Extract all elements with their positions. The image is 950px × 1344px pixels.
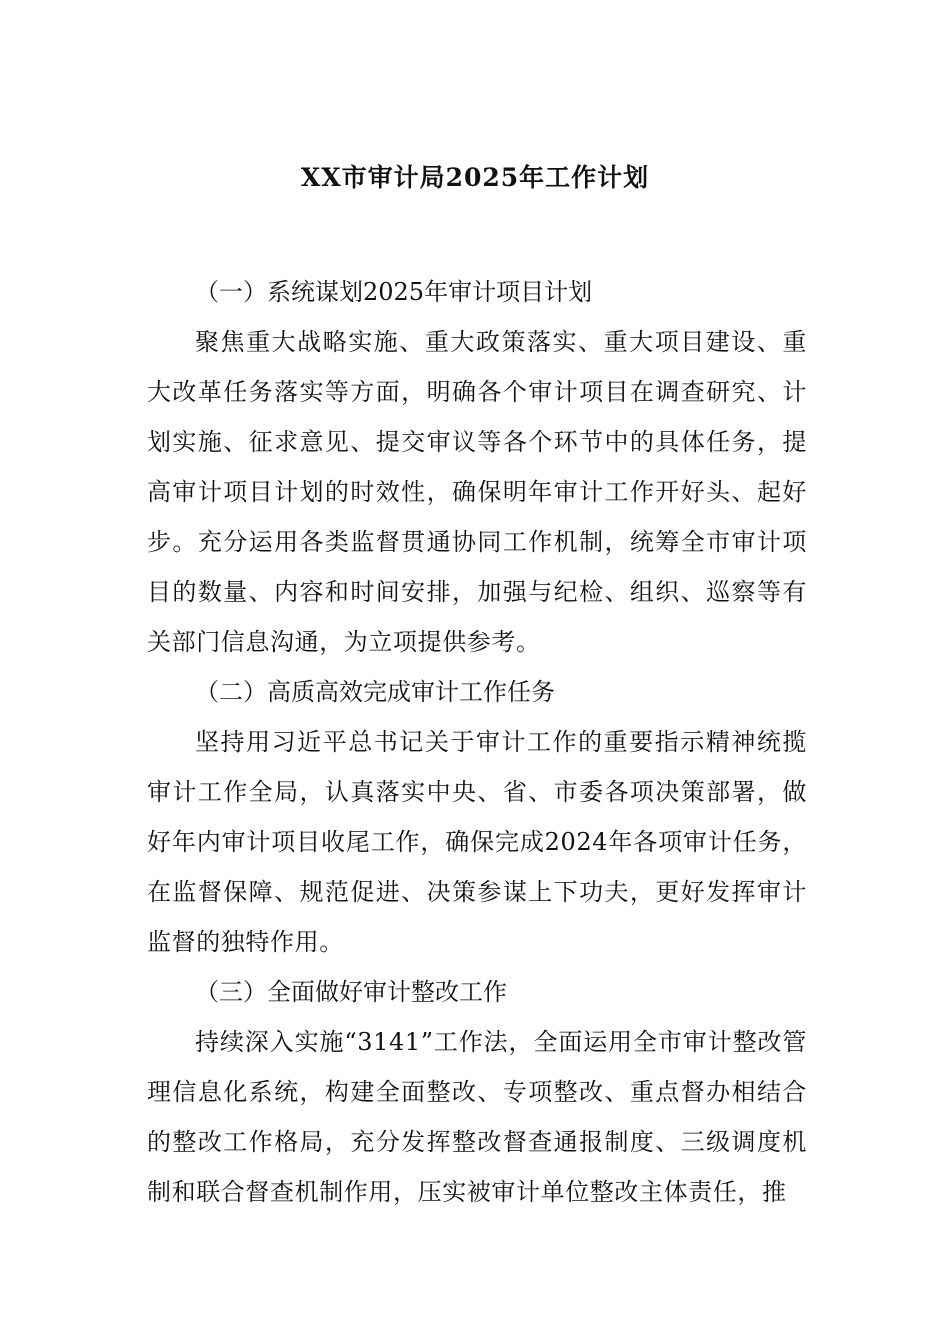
document-title: XX市审计局2025年工作计划: [300, 163, 650, 192]
section-heading-3: （三）全面做好审计整改工作: [195, 978, 507, 1006]
section-heading-2: （二）高质高效完成审计工作任务: [195, 678, 555, 706]
document-body: [147, 267, 807, 1217]
section-heading-1: （一）系统谋划2025年审计项目计划: [195, 278, 593, 306]
section-paragraph-1: 聚焦重大战略实施、重大政策落实、重大项目建设、重大改革任务落实等方面，明确各个审计项目在调查研究、计划实施、征求意见、提交审议等各个环节中的具体任务，提高审计项目计划的时效性，确保明年审计工作开好头、起好步。充分运用各类监督贯通协同工作机制，统筹全市审计项目的数量、内容和时间安排，加强与纪检、组织、巡察等有关部门信息沟通，为立项提供参考。: [147, 328, 807, 656]
section-paragraph-3: 持续深入实施“3141”工作法，全面运用全市审计整改管理信息化系统，构建全面整改、专项整改、重点督办相结合的整改工作格局，充分发挥整改督查通报制度、三级调度机制和联合督查机制作用，压实被审计单位整改主体责任，推: [147, 1028, 807, 1206]
section-paragraph-2: 坚持用习近平总书记关于审计工作的重要指示精神统揽审计工作全局，认真落实中央、省、市委各项决策部署，做好年内审计项目收尾工作，确保完成2024年各项审计任务，在监督保障、规范促进、决策参谋上下功夫，更好发挥审计监督的独特作用。: [147, 728, 807, 956]
